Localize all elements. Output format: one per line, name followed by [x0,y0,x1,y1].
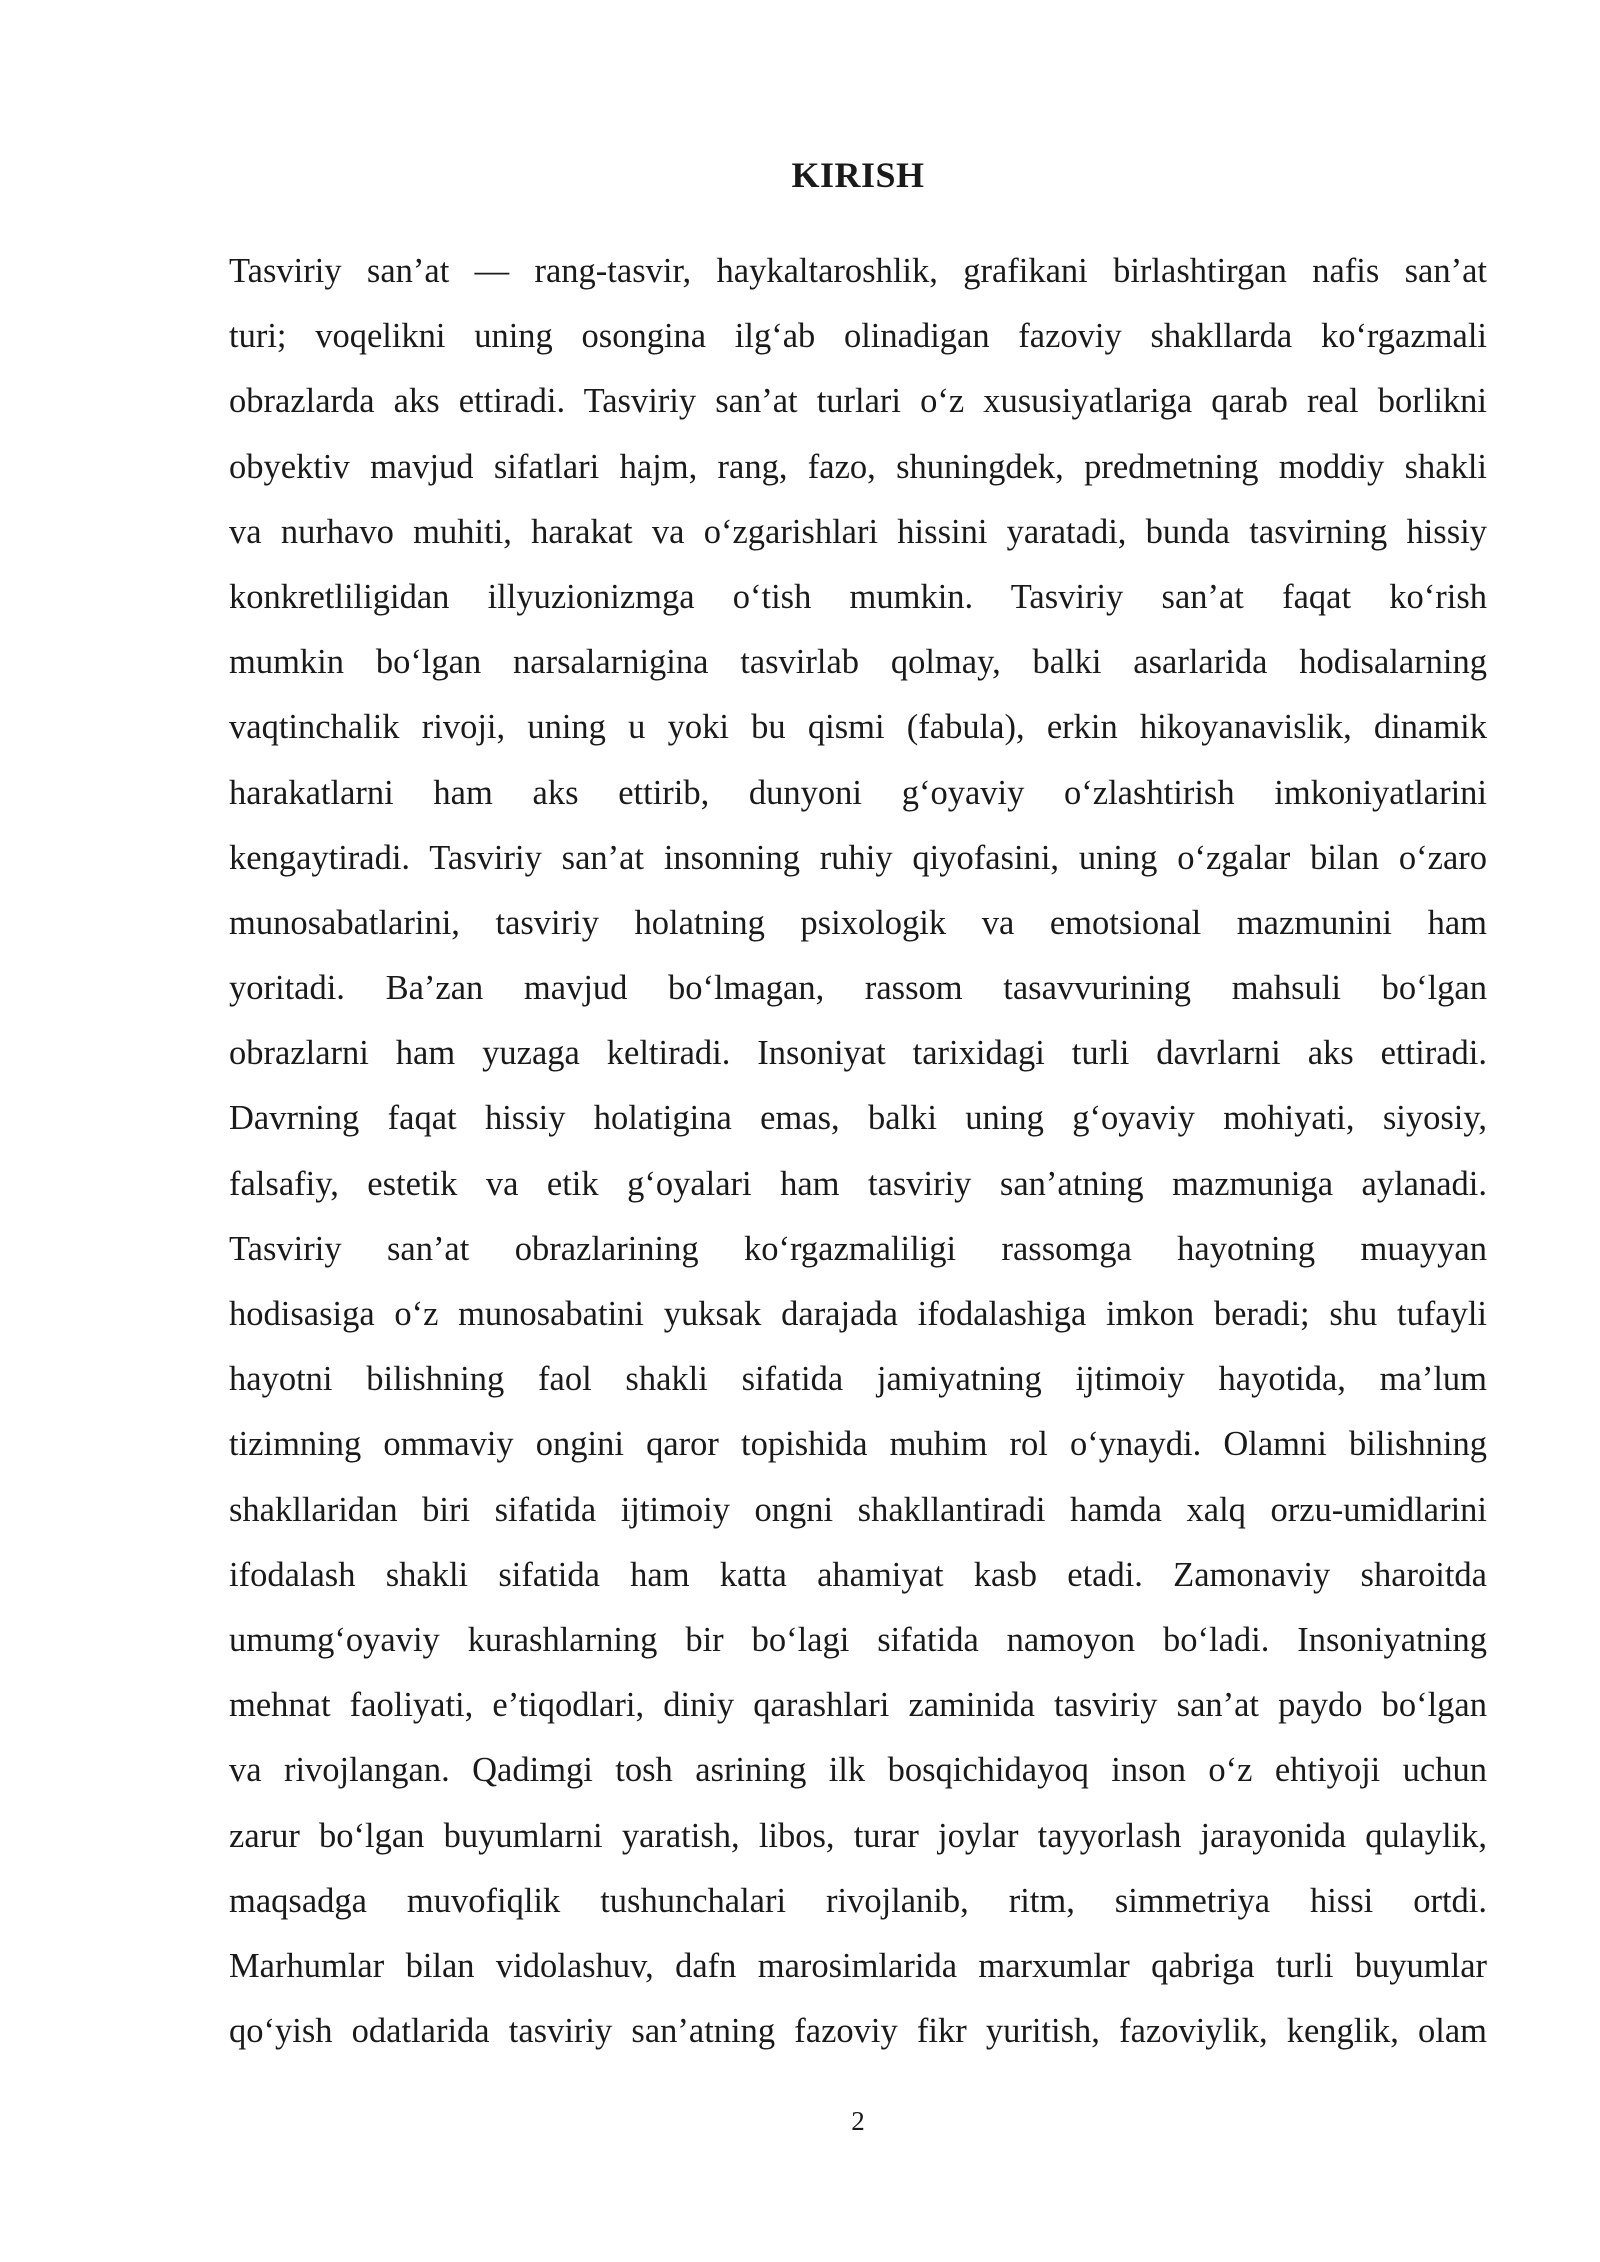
text-line: va nurhavo muhiti, harakat va o‘zgarishlari hissini yaratadi, bunda tasvirning hissiy [229,512,1487,551]
section-heading-wrap [229,150,1487,200]
text-line: obyektiv mavjud sifatlari hajm, rang, fazo, shuningdek, predmetning moddiy shakli [229,447,1487,486]
text-line: Marhumlar bilan vidolashuv, dafn marosimlarida marxumlar qabriga turli buyumlar [229,1946,1487,1985]
text-line: Tasviriy san’at obrazlarining ko‘rgazmaliligi rassomga hayotning muayyan [229,1229,1487,1268]
text-line: yoritadi. Ba’zan mavjud bo‘lmagan, rassom tasavvurining mahsuli bo‘lgan [229,969,1487,1008]
text-line: turi; voqelikni uning osongina ilg‘ab olinadigan fazoviy shakllarda ko‘rgazmali [229,317,1487,356]
text-line: kengaytiradi. Tasviriy san’at insonning ruhiy qiyofasini, uning o‘zgalar bilan o‘zaro [229,838,1487,877]
text-line: ifodalash shakli sifatida ham katta ahamiyat kasb etadi. Zamonaviy sharoitda [229,1555,1487,1594]
text-line: obrazlarni ham yuzaga keltiradi. Insoniyat tarixidagi turli davrlarni aks ettiradi. [229,1034,1487,1073]
text-line: harakatlarni ham aks ettirib, dunyoni g‘oyaviy o‘zlashtirish imkoniyatlarini [229,773,1487,812]
text-line: hayotni bilishning faol shakli sifatida jamiyatning ijtimoiy hayotida, ma’lum [229,1360,1487,1399]
text-line: vaqtinchalik rivoji, uning u yoki bu qismi (fabula), erkin hikoyanavislik, dinamik [229,708,1487,747]
text-line: Davrning faqat hissiy holatigina emas, balki uning g‘oyaviy mohiyati, siyosiy, [229,1099,1487,1138]
text-line: hodisasiga o‘z munosabatini yuksak darajada ifodalashiga imkon beradi; shu tufayli [229,1295,1487,1333]
text-line: mumkin bo‘lgan narsalarnigina tasvirlab qolmay, balki asarlarida hodisalarning [229,643,1487,682]
text-line: va rivojlangan. Qadimgi tosh asrining ilk bosqichidayoq inson o‘z ehtiyoji uchun [229,1751,1487,1790]
page-number: 2 [851,2106,865,2136]
text-line: munosabatlarini, tasviriy holatning psixologik va emotsional mazmunini ham [229,903,1487,942]
section-heading: KIRISH [791,155,925,195]
text-line: Tasviriy san’at — rang-tasvir, haykaltaroshlik, grafikani birlashtirgan nafis san’at [229,252,1487,290]
text-line: zarur bo‘lgan buyumlarni yaratish, libos, turar joylar tayyorlash jarayonida qulaylik, [229,1816,1487,1855]
text-line: mehnat faoliyati, e’tiqodlari, diniy qarashlari zaminida tasviriy san’at paydo bo‘lgan [229,1686,1487,1725]
text-line: tizimning ommaviy ongini qaror topishida muhim rol o‘ynaydi. Olamni bilishning [229,1425,1487,1464]
text-line: konkretliligidan illyuzionizmga o‘tish mumkin. Tasviriy san’at faqat ko‘rish [229,577,1487,616]
text-line: maqsadga muvofiqlik tushunchalari rivojlanib, ritm, simmetriya hissi ortdi. [229,1881,1487,1920]
text-line: falsafiy, estetik va etik g‘oyalari ham tasviriy san’atning mazmuniga aylanadi. [229,1164,1487,1203]
body-paragraph [229,239,1487,2064]
text-line: qo‘yish odatlarida tasviriy san’atning fazoviy fikr yuritish, fazoviylik, kenglik, olam [229,2012,1487,2051]
text-line: obrazlarda aks ettiradi. Tasviriy san’at turlari o‘z xususiyatlariga qarab real borlikni [229,382,1487,421]
text-line: shakllaridan biri sifatida ijtimoiy ongni shakllantiradi hamda xalq orzu-umidlarini [229,1490,1487,1529]
text-line: umumg‘oyaviy kurashlarning bir bo‘lagi sifatida namoyon bo‘ladi. Insoniyatning [229,1620,1487,1659]
